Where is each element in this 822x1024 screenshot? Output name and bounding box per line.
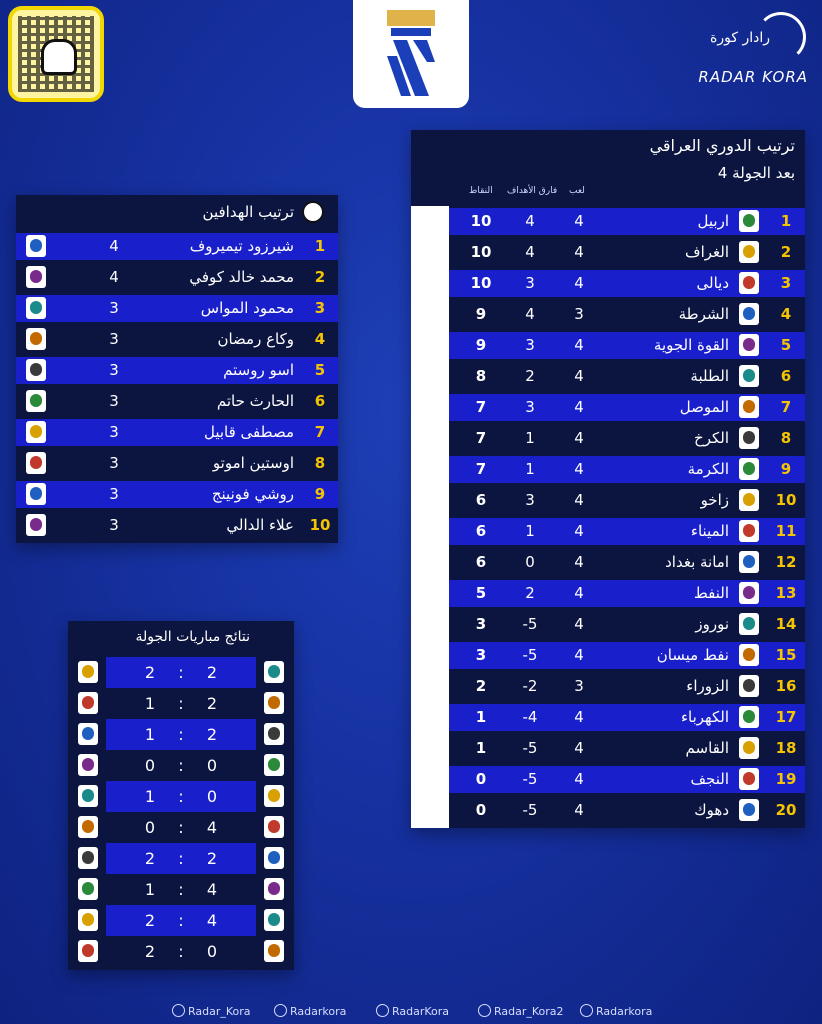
footer-instagram[interactable] — [274, 1004, 346, 1018]
result-row — [68, 936, 294, 967]
standings-row — [449, 611, 805, 638]
scorer-player: روشي فونينج — [211, 485, 294, 503]
standings-goal-diff: -2 — [522, 677, 538, 695]
team-crest-icon — [739, 768, 759, 790]
standings-rank: 13 — [775, 584, 797, 602]
standings-played: 4 — [574, 553, 584, 571]
standings-table — [449, 206, 805, 828]
standings-row — [449, 797, 805, 824]
standings-team: نوروز — [695, 615, 729, 633]
standings-points: 0 — [475, 801, 487, 819]
scorer-rank: 1 — [314, 237, 326, 255]
scorer-rank: 2 — [314, 268, 326, 286]
result-score-left: 2 — [144, 663, 156, 682]
result-row — [68, 781, 294, 812]
standings-team: القوة الجوية — [653, 336, 729, 354]
standings-played: 4 — [574, 336, 584, 354]
standings-row — [449, 363, 805, 390]
scorer-goals: 3 — [109, 423, 119, 441]
standings-points: 7 — [475, 398, 487, 416]
scorer-player: الحارث حاتم — [216, 392, 294, 410]
result-row — [68, 843, 294, 874]
away-team-crest-icon — [78, 754, 98, 776]
scorer-row — [16, 388, 338, 415]
standings-points: 9 — [475, 305, 487, 323]
standings-row — [449, 518, 805, 545]
standings-rank: 20 — [775, 801, 797, 819]
scorer-player: اوستين اموتو — [212, 454, 294, 472]
social-footer — [0, 1000, 822, 1024]
standings-team: النجف — [690, 770, 729, 788]
team-crest-icon — [739, 458, 759, 480]
standings-played: 4 — [574, 646, 584, 664]
away-team-crest-icon — [78, 940, 98, 962]
standings-played: 4 — [574, 429, 584, 447]
result-score-right: 0 — [206, 756, 218, 775]
standings-played: 4 — [574, 212, 584, 230]
standings-goal-diff: -4 — [522, 708, 538, 726]
team-crest-icon — [739, 365, 759, 387]
standings-rank: 8 — [780, 429, 792, 447]
standings-rank: 3 — [780, 274, 792, 292]
scorer-goals: 3 — [109, 361, 119, 379]
snapchat-ghost-icon — [41, 39, 77, 75]
away-team-crest-icon — [78, 785, 98, 807]
standings-goal-diff: -5 — [522, 801, 538, 819]
standings-row — [449, 456, 805, 483]
home-team-crest-icon — [264, 940, 284, 962]
scorer-row — [16, 512, 338, 539]
standings-points: 3 — [475, 615, 487, 633]
standings-rank: 10 — [775, 491, 797, 509]
standings-team: الزوراء — [686, 677, 729, 695]
standings-played: 4 — [574, 801, 584, 819]
standings-rank: 11 — [775, 522, 797, 540]
home-team-crest-icon — [264, 785, 284, 807]
standings-row — [449, 301, 805, 328]
footer-telegram[interactable] — [478, 1004, 564, 1018]
standings-points: 3 — [475, 646, 487, 664]
scorer-goals: 3 — [109, 392, 119, 410]
standings-rank: 2 — [780, 243, 792, 261]
team-crest-icon — [739, 551, 759, 573]
footer-x[interactable] — [172, 1004, 251, 1018]
footer-snapchat[interactable] — [376, 1004, 449, 1018]
standings-goal-diff: -5 — [522, 739, 538, 757]
standings-row — [449, 766, 805, 793]
team-crest-icon — [739, 334, 759, 356]
scorer-player: اسو روستم — [223, 361, 294, 379]
footer-snapchat-handle: RadarKora — [392, 1005, 450, 1018]
standings-row — [449, 735, 805, 762]
team-crest-icon — [739, 582, 759, 604]
result-separator: : — [178, 663, 184, 682]
result-score-left: 2 — [144, 942, 156, 961]
standings-goal-diff: 3 — [525, 274, 535, 292]
result-row — [68, 905, 294, 936]
result-score-left: 2 — [144, 849, 156, 868]
standings-team: الكرمة — [687, 460, 729, 478]
scorer-row — [16, 481, 338, 508]
result-score-left: 2 — [144, 911, 156, 930]
standings-points: 6 — [475, 491, 487, 509]
league-standings-panel — [411, 130, 805, 828]
standings-played: 4 — [574, 584, 584, 602]
scorer-row — [16, 419, 338, 446]
result-score-left: 0 — [144, 756, 156, 775]
team-crest-icon — [739, 303, 759, 325]
standings-goal-diff: 3 — [525, 336, 535, 354]
standings-goal-diff: -5 — [522, 615, 538, 633]
standings-team: زاخو — [700, 491, 729, 509]
standings-played: 4 — [574, 522, 584, 540]
result-separator: : — [178, 911, 184, 930]
standings-goal-diff: 2 — [525, 584, 535, 602]
home-team-crest-icon — [264, 692, 284, 714]
standings-goal-diff: 4 — [525, 212, 535, 230]
standings-title: ترتيب الدوري العراقي — [649, 136, 795, 155]
away-team-crest-icon — [78, 847, 98, 869]
scorer-goals: 4 — [109, 268, 119, 286]
standings-played: 4 — [574, 243, 584, 261]
team-crest-icon — [26, 359, 46, 381]
standings-points: 1 — [475, 739, 487, 757]
team-crest-icon — [739, 675, 759, 697]
standings-rank: 14 — [775, 615, 797, 633]
standings-points: 0 — [475, 770, 487, 788]
home-team-crest-icon — [264, 754, 284, 776]
team-crest-icon — [739, 737, 759, 759]
standings-points: 10 — [470, 212, 492, 230]
snapchat-qr-code — [8, 6, 104, 102]
scorer-row — [16, 233, 338, 260]
standings-team: الغراف — [685, 243, 729, 261]
standings-row — [449, 487, 805, 514]
standings-rank: 7 — [780, 398, 792, 416]
column-header-played: لعب — [569, 186, 585, 196]
away-team-crest-icon — [78, 723, 98, 745]
standings-team: دهوك — [694, 801, 729, 819]
scorer-goals: 4 — [109, 237, 119, 255]
standings-goal-diff: -5 — [522, 770, 538, 788]
result-score-left: 1 — [144, 880, 156, 899]
standings-row — [449, 549, 805, 576]
standings-row — [449, 332, 805, 359]
standings-points: 5 — [475, 584, 487, 602]
standings-team: الشرطة — [678, 305, 729, 323]
result-separator: : — [178, 849, 184, 868]
standings-played: 4 — [574, 615, 584, 633]
standings-rank: 6 — [780, 367, 792, 385]
results-table — [68, 657, 294, 970]
standings-team: الطلبة — [690, 367, 729, 385]
standings-points: 7 — [475, 429, 487, 447]
standings-row — [449, 270, 805, 297]
footer-telegram-handle: Radar_Kora2 — [494, 1005, 564, 1018]
team-crest-icon — [26, 390, 46, 412]
standings-row — [449, 673, 805, 700]
standings-points: 7 — [475, 460, 487, 478]
result-row — [68, 812, 294, 843]
result-row — [68, 874, 294, 905]
result-row — [68, 657, 294, 688]
standings-goal-diff: 2 — [525, 367, 535, 385]
standings-rank: 17 — [775, 708, 797, 726]
standings-row — [449, 208, 805, 235]
x-icon — [172, 1004, 185, 1017]
team-crest-icon — [739, 706, 759, 728]
standings-rank: 5 — [780, 336, 792, 354]
standings-goal-diff: 0 — [525, 553, 535, 571]
scorer-player: محمد خالد كوفي — [189, 268, 294, 286]
standings-played: 4 — [574, 274, 584, 292]
footer-x-handle: Radar_Kora — [188, 1005, 251, 1018]
standings-rank: 4 — [780, 305, 792, 323]
result-score-right: 4 — [206, 818, 218, 837]
results-title: نتائج مباريات الجولة — [135, 629, 250, 645]
team-crest-icon — [26, 235, 46, 257]
standings-team: ديالى — [696, 274, 729, 292]
result-row — [68, 750, 294, 781]
team-crest-icon — [26, 297, 46, 319]
scorer-rank: 6 — [314, 392, 326, 410]
standings-row — [449, 580, 805, 607]
standings-played: 4 — [574, 367, 584, 385]
result-score-right: 4 — [206, 911, 218, 930]
team-crest-icon — [26, 514, 46, 536]
standings-played: 4 — [574, 398, 584, 416]
scorer-player: شيرزود تيميروف — [189, 237, 294, 255]
team-crest-icon — [739, 396, 759, 418]
scorer-row — [16, 326, 338, 353]
scorer-player: مصطفى قابيل — [203, 423, 294, 441]
scorer-rank: 4 — [314, 330, 326, 348]
standings-team: الكرخ — [694, 429, 729, 447]
standings-points: 9 — [475, 336, 487, 354]
column-header-goal-diff: فارق الأهداف — [507, 186, 558, 196]
scorer-rank: 8 — [314, 454, 326, 472]
standings-team: امانة بغداد — [665, 553, 729, 571]
standings-goal-diff: 4 — [525, 305, 535, 323]
result-separator: : — [178, 725, 184, 744]
team-crest-icon — [26, 421, 46, 443]
standings-points: 10 — [470, 243, 492, 261]
home-team-crest-icon — [264, 661, 284, 683]
scorer-row — [16, 295, 338, 322]
standings-played: 4 — [574, 708, 584, 726]
scorer-rank: 10 — [309, 516, 331, 534]
team-crest-icon — [739, 520, 759, 542]
league-logo — [353, 0, 469, 108]
team-crest-icon — [739, 613, 759, 635]
standings-played: 4 — [574, 770, 584, 788]
footer-instagram-handle: Radarkora — [290, 1005, 347, 1018]
scorers-title-text: ترتيب الهدافين — [202, 203, 294, 221]
scorer-player: علاء الدالي — [226, 516, 294, 534]
standings-played: 4 — [574, 460, 584, 478]
result-score-right: 4 — [206, 880, 218, 899]
standings-points: 8 — [475, 367, 487, 385]
standings-rank: 16 — [775, 677, 797, 695]
standings-goal-diff: 1 — [525, 460, 535, 478]
result-row — [68, 719, 294, 750]
result-score-left: 1 — [144, 694, 156, 713]
standings-row — [449, 239, 805, 266]
scorer-player: محمود المواس — [200, 299, 294, 317]
standings-team: القاسم — [685, 739, 729, 757]
standings-row — [449, 642, 805, 669]
result-separator: : — [178, 756, 184, 775]
standings-team: الميناء — [690, 522, 729, 540]
result-score-left: 1 — [144, 725, 156, 744]
team-crest-icon — [26, 483, 46, 505]
home-team-crest-icon — [264, 816, 284, 838]
telegram-icon — [478, 1004, 491, 1017]
away-team-crest-icon — [78, 878, 98, 900]
scorer-goals: 3 — [109, 299, 119, 317]
standings-side-strip — [411, 206, 449, 828]
standings-team: نفط ميسان — [656, 646, 729, 664]
team-crest-icon — [739, 241, 759, 263]
scorer-goals: 3 — [109, 485, 119, 503]
scorer-row — [16, 450, 338, 477]
standings-played: 4 — [574, 739, 584, 757]
footer-threads-handle: Radarkora — [596, 1005, 653, 1018]
standings-team: النفط — [693, 584, 729, 602]
team-crest-icon — [26, 452, 46, 474]
scorer-rank: 5 — [314, 361, 326, 379]
result-score-right: 2 — [206, 725, 218, 744]
result-score-right: 2 — [206, 849, 218, 868]
away-team-crest-icon — [78, 661, 98, 683]
standings-rank: 18 — [775, 739, 797, 757]
standings-row — [449, 425, 805, 452]
standings-rank: 19 — [775, 770, 797, 788]
standings-played: 3 — [574, 305, 584, 323]
standings-points: 10 — [470, 274, 492, 292]
standings-rank: 15 — [775, 646, 797, 664]
league-emblem-icon — [383, 6, 439, 102]
standings-row — [449, 704, 805, 731]
round-results-panel — [68, 621, 294, 970]
team-crest-icon — [739, 427, 759, 449]
scorer-goals: 3 — [109, 454, 119, 472]
result-separator: : — [178, 942, 184, 961]
standings-rank: 12 — [775, 553, 797, 571]
instagram-icon — [274, 1004, 287, 1017]
result-score-right: 2 — [206, 694, 218, 713]
standings-points: 2 — [475, 677, 487, 695]
result-score-right: 2 — [206, 663, 218, 682]
threads-icon — [580, 1004, 593, 1017]
standings-played: 4 — [574, 491, 584, 509]
top-scorers-panel — [16, 195, 338, 543]
scorer-row — [16, 264, 338, 291]
team-crest-icon — [739, 210, 759, 232]
football-icon — [302, 201, 324, 223]
result-row — [68, 688, 294, 719]
scorer-goals: 3 — [109, 516, 119, 534]
scorer-rank: 9 — [314, 485, 326, 503]
standings-team: الموصل — [679, 398, 729, 416]
column-header-points: النقاط — [469, 186, 493, 196]
brand-arabic-name: رادار كورة — [710, 30, 770, 46]
standings-goal-diff: 1 — [525, 429, 535, 447]
standings-points: 1 — [475, 708, 487, 726]
standings-goal-diff: 1 — [525, 522, 535, 540]
scorers-title — [203, 203, 324, 221]
result-separator: : — [178, 787, 184, 806]
away-team-crest-icon — [78, 816, 98, 838]
standings-points: 6 — [475, 522, 487, 540]
team-crest-icon — [739, 489, 759, 511]
standings-goal-diff: -5 — [522, 646, 538, 664]
home-team-crest-icon — [264, 909, 284, 931]
standings-row — [449, 394, 805, 421]
standings-goal-diff: 3 — [525, 491, 535, 509]
scorer-rank: 3 — [314, 299, 326, 317]
team-crest-icon — [26, 328, 46, 350]
scorers-table — [16, 233, 338, 543]
away-team-crest-icon — [78, 909, 98, 931]
snapchat-icon — [376, 1004, 389, 1017]
result-separator: : — [178, 818, 184, 837]
result-separator: : — [178, 880, 184, 899]
result-separator: : — [178, 694, 184, 713]
result-score-left: 0 — [144, 818, 156, 837]
result-score-left: 1 — [144, 787, 156, 806]
standings-team: اربيل — [697, 212, 729, 230]
team-crest-icon — [26, 266, 46, 288]
scorer-goals: 3 — [109, 330, 119, 348]
home-team-crest-icon — [264, 847, 284, 869]
footer-threads[interactable] — [580, 1004, 652, 1018]
team-crest-icon — [739, 272, 759, 294]
away-team-crest-icon — [78, 692, 98, 714]
home-team-crest-icon — [264, 878, 284, 900]
result-score-right: 0 — [206, 942, 218, 961]
scorer-player: وكاع رمضان — [217, 330, 294, 348]
home-team-crest-icon — [264, 723, 284, 745]
standings-subtitle: بعد الجولة 4 — [717, 164, 795, 182]
standings-goal-diff: 4 — [525, 243, 535, 261]
standings-played: 3 — [574, 677, 584, 695]
standings-rank: 1 — [780, 212, 792, 230]
result-score-right: 0 — [206, 787, 218, 806]
standings-team: الكهرباء — [680, 708, 729, 726]
scorer-row — [16, 357, 338, 384]
radar-kora-brand — [678, 10, 808, 90]
standings-rank: 9 — [780, 460, 792, 478]
scorer-rank: 7 — [314, 423, 326, 441]
team-crest-icon — [739, 799, 759, 821]
team-crest-icon — [739, 644, 759, 666]
standings-goal-diff: 3 — [525, 398, 535, 416]
standings-points: 6 — [475, 553, 487, 571]
brand-english-name: RADAR KORA — [698, 68, 808, 86]
